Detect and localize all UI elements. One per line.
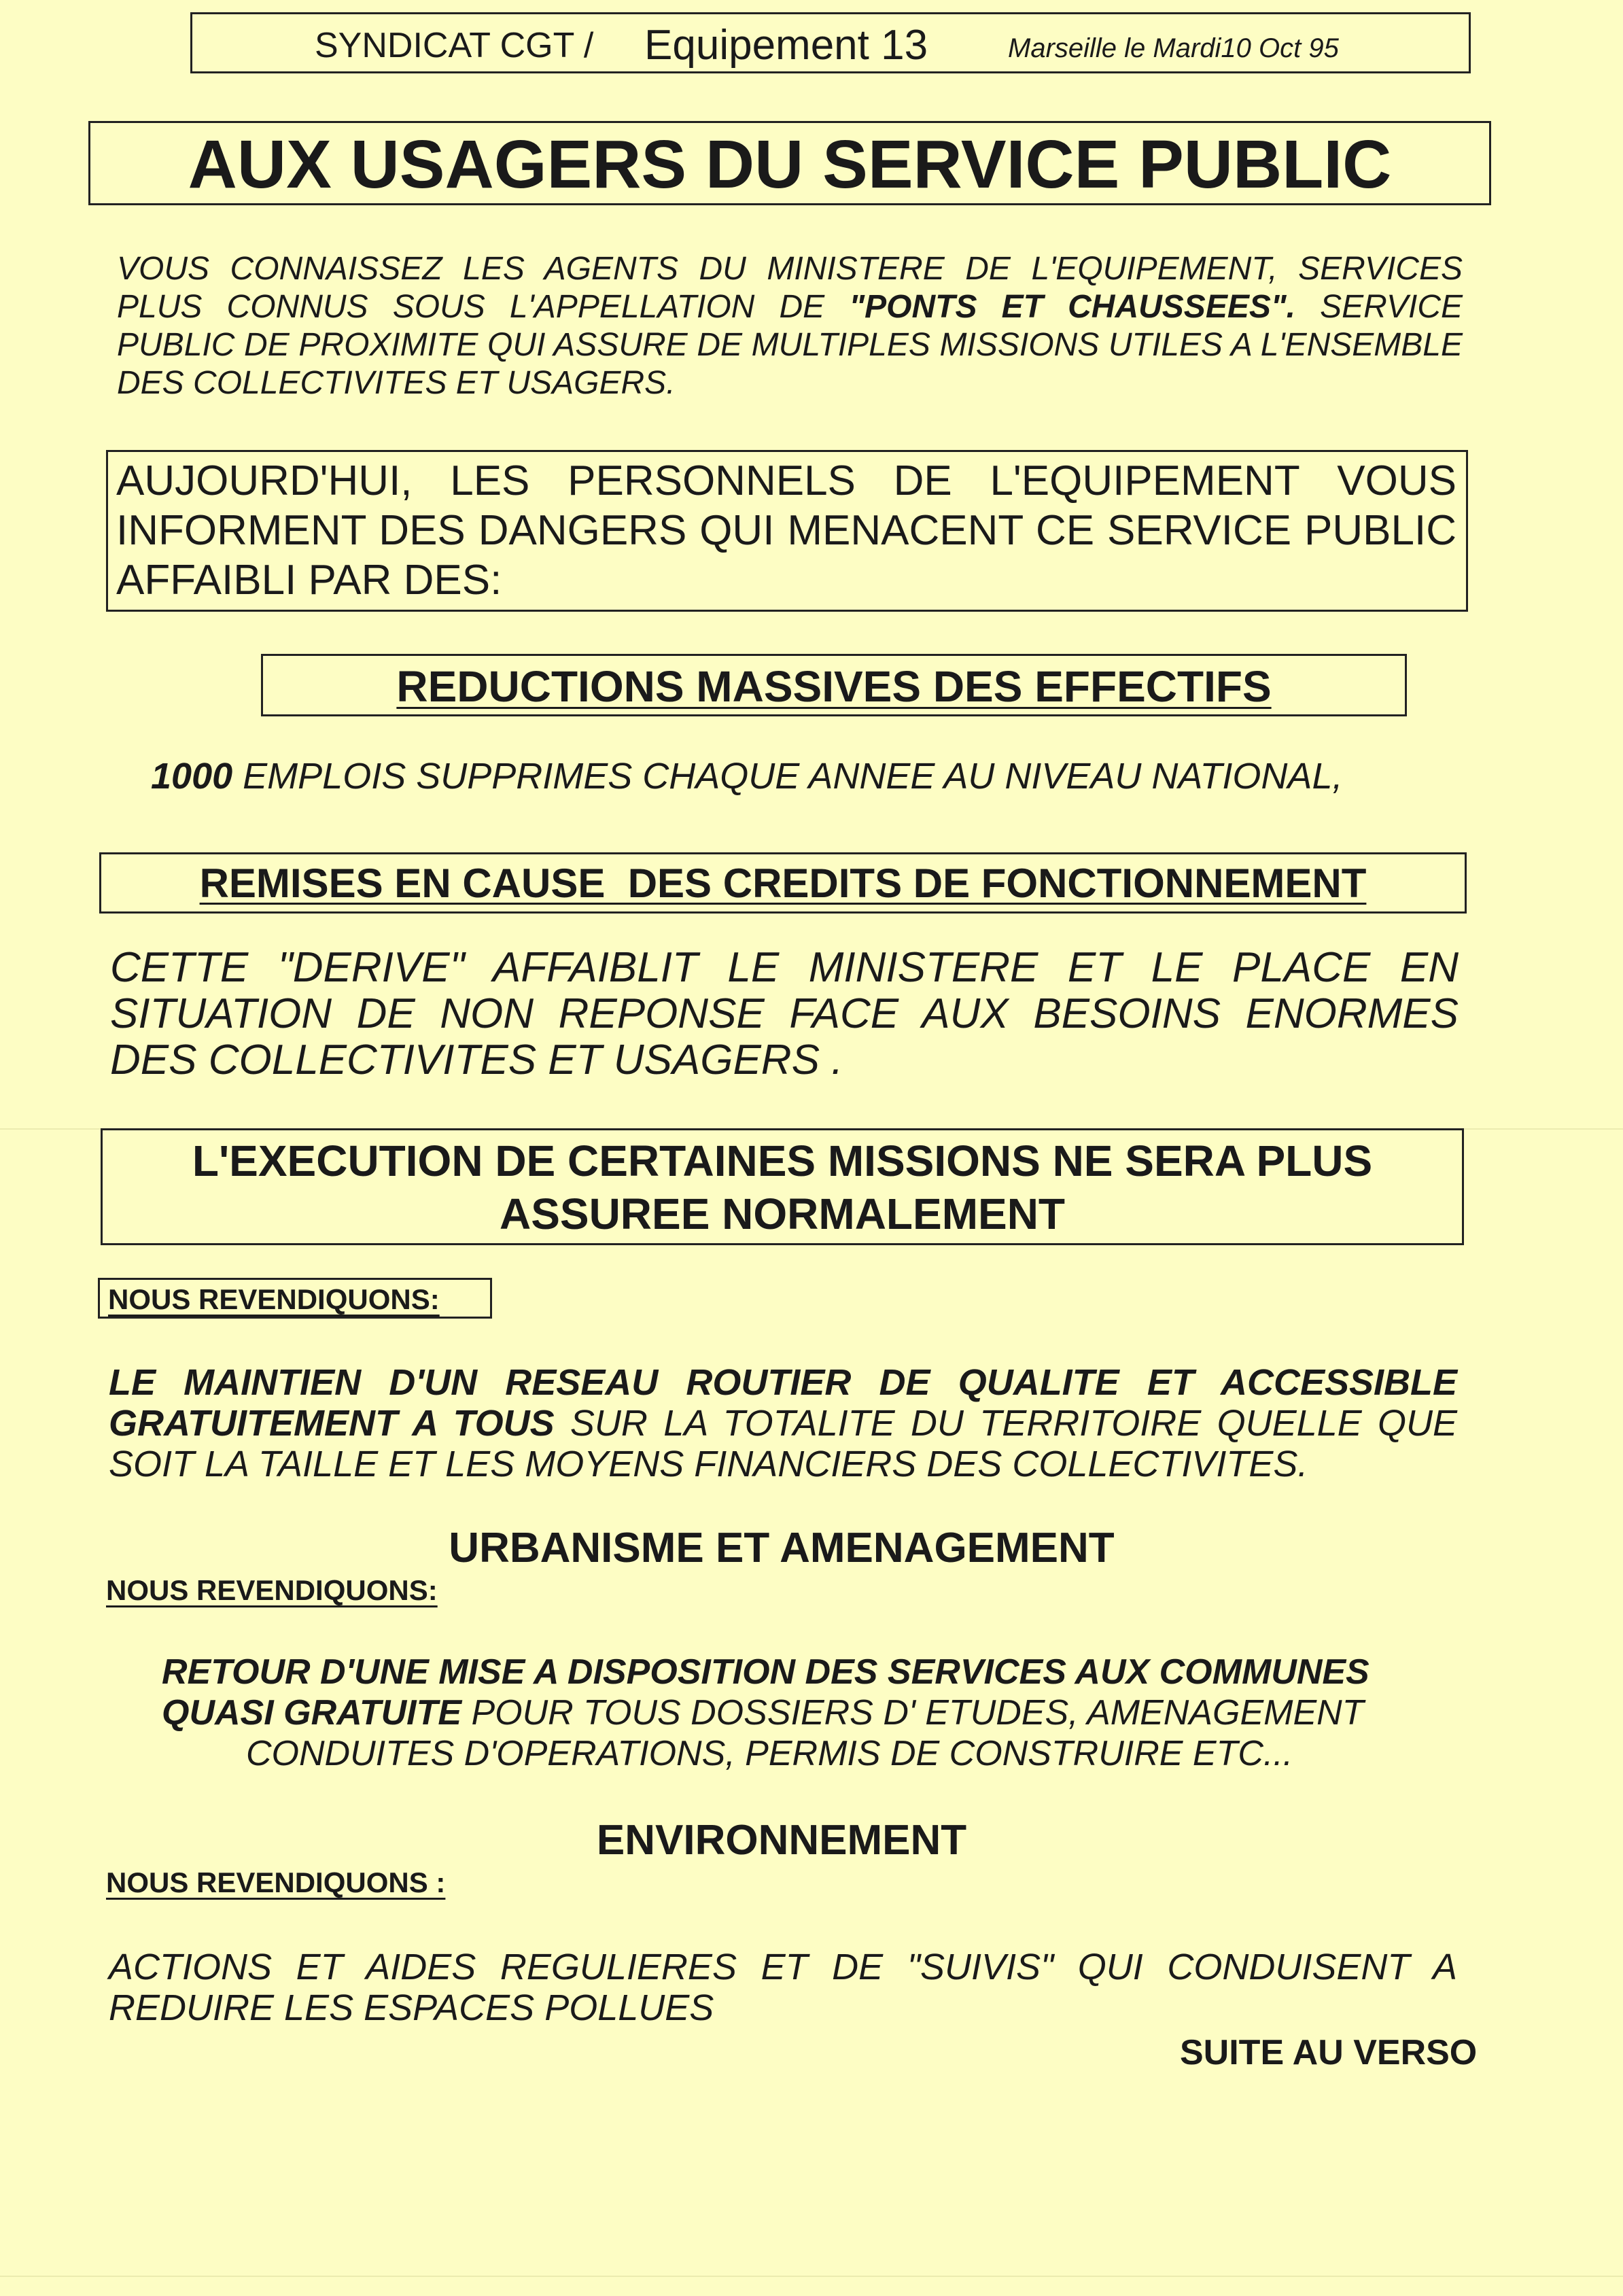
header-union: SYNDICAT CGT / [315,26,594,65]
section1-text: EMPLOIS SUPPRIMES CHAQUE ANNEE AU NIVEAU NATIONAL, [232,756,1343,797]
urbanisme-line2-bold: QUASI GRATUITE [162,1693,462,1733]
section2-heading [101,861,1465,906]
section2-heading-text: REMISES EN CAUSE DES CREDITS DE FONCTIONNEMENT [199,860,1367,906]
warning-box [106,450,1468,612]
section3-heading-box [101,1128,1464,1245]
section2-heading-box [99,852,1467,914]
environnement-text: ACTIONS ET AIDES REGULIERES ET DE "SUIVIS" QUI CONDUISENT A REDUIRE LES ESPACES POLLUES [109,1947,1457,2028]
section3-heading-line2: ASSUREE NORMALEMENT [499,1189,1066,1238]
title-box [88,121,1491,205]
header-date: Marseille le Mardi10 Oct 95 [1008,33,1339,63]
environnement-label-text: NOUS REVENDIQUONS : [106,1866,446,1898]
intro-text-part1: VOUS CONNAISSEZ LES AGENTS DU MINISTERE DE L'EQUIPEMENT, SERVICES PLUS CONNUS SOUS L'APPELLATION DE [117,251,1463,325]
continued-overleaf: SUITE AU VERSO [1180,2033,1478,2072]
urbanisme-line2-rest: POUR TOUS DOSSIERS D' ETUDES, AMENAGEMENT [461,1693,1364,1733]
section2-text: CETTE "DERIVE" AFFAIBLIT LE MINISTERE ET LE PLACE EN SITUATION DE NON REPONSE FACE AUX BESOINS ENORMES DES COLLECTIVITES ET USAGERS . [110,944,1459,1083]
demand1-paragraph [109,1362,1457,1484]
demand1-label [108,1284,440,1315]
urbanisme-label [106,1574,438,1607]
section1-heading-box [261,654,1407,716]
header-box [190,12,1471,73]
demand1-text: SUR LA TOTALITE DU TERRITOIRE QUELLE QUE SOIT LA TAILLE ET LES MOYENS FINANCIERS DES COLLECTIVITES. [109,1403,1457,1484]
demand1-label-text: NOUS REVENDIQUONS: [108,1283,440,1315]
section1-number: 1000 [151,756,233,797]
intro-highlight: "PONTS ET CHAUSSEES". [849,289,1295,325]
warning-text: AUJOURD'HUI, LES PERSONNELS DE L'EQUIPEMENT VOUS INFORMENT DES DANGERS QUI MENACENT CE SERVICE PUBLIC AFFAIBLI PAR DES: [116,457,1456,604]
demand1-bold-text: LE MAINTIEN D'UN RESEAU ROUTIER DE QUALITE ET ACCESSIBLE GRATUITEMENT A TOUS [109,1362,1457,1444]
section1-heading [263,663,1405,710]
section3-heading-line1: L'EXECUTION DE CERTAINES MISSIONS NE SERA PLUS [192,1136,1373,1185]
urbanisme-demand [0,1652,1623,1774]
section1-statement [151,754,1342,798]
urbanisme-line3: CONDUITES D'OPERATIONS, PERMIS DE CONSTRUIRE ETC... [246,1734,1293,1773]
page-title: AUX USAGERS DU SERVICE PUBLIC [188,126,1392,203]
section1-heading-text: REDUCTIONS MASSIVES DES EFFECTIFS [396,662,1272,711]
demand1-label-box [98,1278,492,1319]
paper-fold-line [0,2276,1623,2277]
intro-text-part2: SERVICE PUBLIC DE PROXIMITE QUI ASSURE DE MULTIPLES MISSIONS UTILES A L'ENSEMBLE DES COLLECTIVITES ET USAGERS. [117,289,1463,401]
urbanisme-line1: RETOUR D'UNE MISE A DISPOSITION DES SERVICES AUX COMMUNES [162,1652,1369,1692]
header-department: Equipement 13 [644,22,928,69]
intro-paragraph [117,250,1463,402]
urbanisme-line2 [162,1692,1623,1733]
urbanisme-label-text: NOUS REVENDIQUONS: [106,1574,438,1606]
environnement-heading: ENVIRONNEMENT [596,1817,967,1864]
urbanisme-heading: URBANISME ET AMENAGEMENT [449,1525,1115,1571]
environnement-label [106,1866,445,1899]
